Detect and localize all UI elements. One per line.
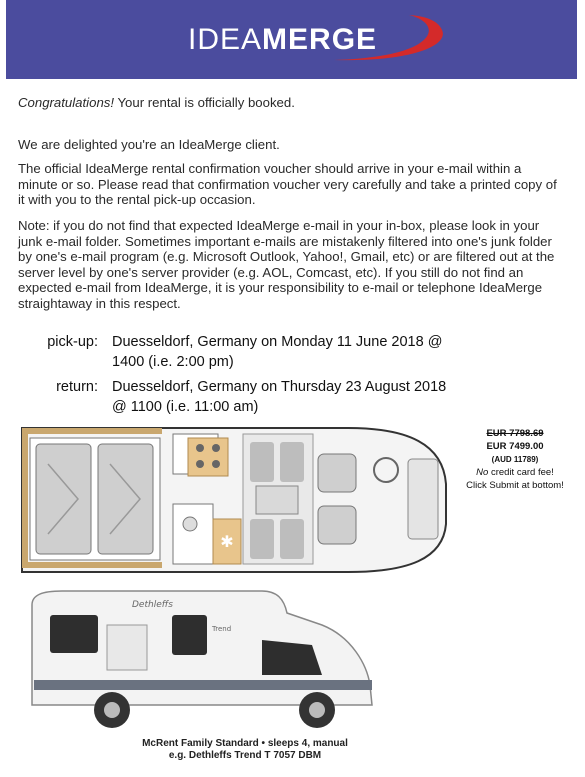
vehicle-caption	[90, 738, 400, 762]
note-paragraph: Note: if you do not find that expected IdeaMerge e-mail in your in-box, please look in your junk e-mail folder. Sometimes important e-mails are mistakenly filtered into one's junk folder by one's e-mail program (e.g. Microsoft Outlook, Yahoo!, Gmail, etc) or are filtered out at the server level by one's server provider (e.g. AOL, Comcast, etc). If you still do not find an expected e-mail from IdeaMerge, it is your responsibility to e-mail or telephone IdeaMerge straightaway in this respect.	[18, 218, 555, 311]
van-brand-lettering: Dethleffs	[132, 600, 173, 610]
delighted-line: We are delighted you're an IdeaMerge client.	[18, 137, 280, 152]
pickup-label: pick-up:	[47, 334, 98, 350]
floorplan-image	[18, 424, 448, 574]
pickup-value: Duesseldorf, Germany on Monday 11 June 2018 @ 1400 (i.e. 2:00 pm)	[112, 334, 443, 370]
return-row	[0, 377, 585, 422]
return-value: Duesseldorf, Germany on Thursday 23 August 2018 @ 1100 (i.e. 11:00 am)	[112, 379, 447, 415]
submit-note: Click Submit at bottom!	[466, 480, 564, 491]
pickup-row	[0, 332, 585, 377]
new-price: EUR 7499.00	[486, 441, 544, 452]
voucher-paragraph: The official IdeaMerge rental confirmation voucher should arrive in your e-mail within a minute or so. Please read that confirmation voucher very carefully and take a printed copy of it with you to the rental pick-up occasion.	[18, 161, 557, 207]
motorhome-image	[22, 585, 382, 735]
caption-line1: McRent Family Standard • sleeps 4, manual	[142, 738, 348, 749]
aud-price: (AUD 11789)	[491, 455, 539, 464]
caption-line2: e.g. Dethleffs Trend T 7057 DBM	[168, 750, 322, 761]
price-box	[448, 427, 582, 492]
old-price: EUR 7798.69	[486, 428, 544, 439]
svg-text:✱: ✱	[220, 532, 234, 551]
van-model-lettering: Trend	[212, 625, 232, 633]
ideamerge-logo	[184, 10, 454, 66]
header-banner	[6, 0, 577, 79]
credit-card-note: No credit card fee!	[476, 467, 554, 478]
return-label: return:	[56, 379, 98, 395]
logo-text: IDEAMERGE	[188, 23, 378, 56]
congrats-line: Congratulations! Your rental is officially booked.	[18, 95, 295, 110]
